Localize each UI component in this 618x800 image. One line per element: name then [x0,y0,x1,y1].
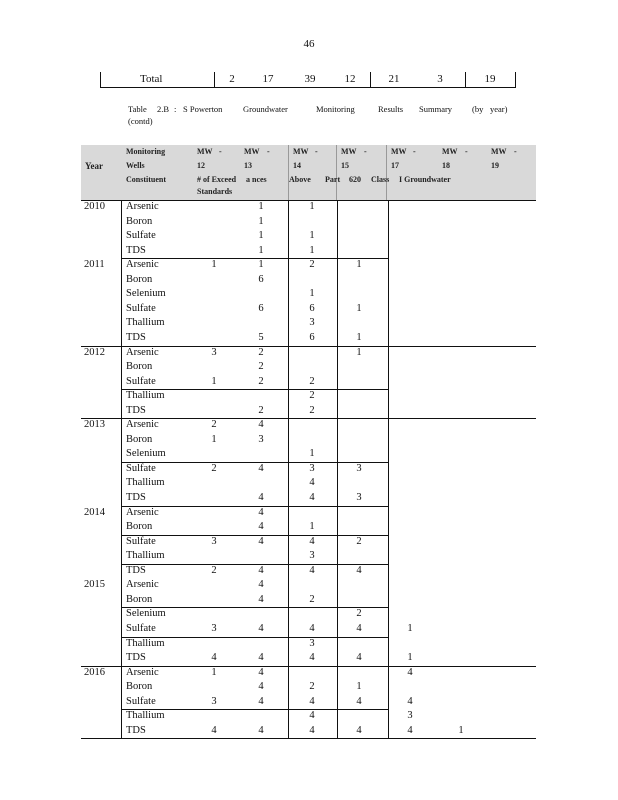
mw-number: 19 [491,161,499,170]
mw-dash: - [413,147,416,156]
count-cell: 3 [258,433,264,445]
count-cell: 2 [356,608,362,620]
count-cell: 4 [258,681,264,693]
total-row-divider [370,72,371,88]
count-cell: 1 [407,652,413,664]
count-cell: 6 [258,302,264,314]
mw-dash: - [514,147,517,156]
caption-word: (by [472,104,484,114]
count-cell: 4 [309,535,315,547]
count-cell: 4 [258,462,264,474]
caption-word: Summary [419,104,453,114]
count-cell: 4 [258,695,264,707]
count-cell: 2 [258,375,264,387]
header-divider [336,145,337,200]
count-cell: 1 [258,259,264,271]
mw-number: 14 [293,161,301,170]
count-cell: 4 [309,695,315,707]
count-cell: 3 [309,637,315,649]
count-cell: 2 [309,390,315,402]
mw-dash: - [267,147,270,156]
count-cell: 1 [211,433,217,445]
table-rule [121,607,389,608]
count-cell: 1 [356,681,362,693]
count-cell: 4 [309,724,315,736]
count-cell: 4 [258,666,264,678]
exceedances-word: Part [325,175,341,184]
table-rule [81,738,536,739]
count-cell: 3 [309,317,315,329]
count-cell: 4 [258,535,264,547]
constituent-cell: Sulfate [126,462,156,474]
constituent-cell: Selenium [126,448,166,460]
count-cell: 1 [407,622,413,634]
count-cell: 1 [309,201,315,212]
count-cell: 1 [356,346,362,358]
total-row-divider [465,72,466,88]
total-value: 12 [344,73,356,85]
constituent-cell: Boron [126,681,153,693]
count-cell: 4 [356,652,362,664]
mw-number: 17 [391,161,399,170]
table-header [81,145,536,200]
count-cell: 4 [356,695,362,707]
constituent-cell: Selenium [126,608,166,620]
mw-label: MW [341,147,357,156]
mw-label: MW [391,147,407,156]
table-rule [81,666,536,667]
constituent-cell: Boron [126,521,153,533]
year-cell: 2015 [84,579,105,591]
constituent-cell: Thallium [126,637,165,649]
constituent-cell: Sulfate [126,535,156,547]
constituent-cell: TDS [126,652,146,664]
mw-label: MW [442,147,458,156]
count-cell: 3 [356,492,362,503]
exceedances-word: 620 [349,175,361,184]
mw-dash: - [465,147,468,156]
total-row-bottom-rule [100,87,516,88]
constituent-cell: Sulfate [126,302,156,314]
exceedances-word: I Groundwater [399,175,451,184]
caption-word: Monitoring [316,104,355,114]
count-cell: 3 [211,622,217,634]
count-cell: 4 [258,564,264,576]
count-cell: 4 [356,724,362,736]
year-cell: 2011 [84,259,105,271]
table-column-rule [288,200,289,738]
count-cell: 4 [356,622,362,634]
constituent-cell: Arsenic [126,506,159,518]
header-label: Wells [126,161,145,170]
caption-word: year) [490,104,508,114]
count-cell: 4 [211,724,217,736]
count-cell: 4 [309,564,315,576]
constituent-cell: Boron [126,215,153,227]
count-cell: 4 [258,652,264,664]
constituent-cell: Arsenic [126,346,159,358]
count-cell: 2 [258,361,264,373]
total-value: 19 [484,73,496,85]
count-cell: 4 [258,419,264,431]
count-cell: 4 [407,724,413,736]
count-cell: 4 [258,492,264,503]
table-column-rule [121,200,122,738]
constituent-cell: Boron [126,361,153,373]
mw-number: 13 [244,161,252,170]
exceedances-word: Class [371,175,390,184]
count-cell: 6 [309,302,315,314]
mw-label: MW [244,147,260,156]
total-value: 17 [262,73,274,85]
table-rule [121,637,389,638]
table-rule [121,258,389,259]
year-cell: 2016 [84,666,105,678]
count-cell: 4 [258,579,264,591]
caption-word: Groundwater [243,104,288,114]
count-cell: 6 [258,273,264,285]
mw-dash: - [364,147,367,156]
count-cell: 3 [211,346,217,358]
count-cell: 1 [258,201,264,212]
total-value: 3 [437,73,443,85]
constituent-cell: Sulfate [126,622,156,634]
count-cell: 1 [258,215,264,227]
mw-dash: - [315,147,318,156]
constituent-cell: Arsenic [126,579,159,591]
mw-number: 12 [197,161,205,170]
year-cell: 2010 [84,201,105,212]
count-cell: 4 [309,710,315,722]
count-cell: 1 [309,521,315,533]
count-cell: 3 [407,710,413,722]
header-label: Monitoring [126,147,166,156]
constituent-cell: Thallium [126,390,165,402]
constituent-cell: Arsenic [126,259,159,271]
count-cell: 4 [258,622,264,634]
table-rule [81,200,536,201]
caption-word: : [174,104,177,114]
count-cell: 4 [407,695,413,707]
constituent-cell: TDS [126,331,146,343]
count-cell: 4 [309,622,315,634]
table-rule [121,709,389,710]
exceedances-word: # of Exceed [197,175,237,184]
header-divider [386,145,387,200]
table-rule [121,535,389,536]
mw-number: 18 [442,161,450,170]
constituent-cell: Sulfate [126,695,156,707]
count-cell: 1 [211,375,217,387]
constituent-cell: TDS [126,724,146,736]
table-rule [121,462,389,463]
constituent-cell: TDS [126,492,146,503]
header-label: Constituent [126,175,167,184]
total-value: 21 [388,73,400,85]
year-cell: 2012 [84,346,105,358]
count-cell: 1 [258,244,264,256]
table-column-rule [388,200,389,738]
total-value: 2 [229,73,235,85]
count-cell: 1 [309,230,315,242]
count-cell: 3 [356,462,362,474]
constituent-cell: Sulfate [126,230,156,242]
header-divider [288,145,289,200]
count-cell: 4 [309,492,315,503]
caption-contd: (contd) [128,116,153,126]
year-cell: 2013 [84,419,105,431]
count-cell: 2 [309,259,315,271]
total-row-divider [214,72,215,88]
count-cell: 2 [309,404,315,416]
count-cell: 1 [458,724,464,736]
count-cell: 1 [309,448,315,460]
caption-word: Table [128,104,147,114]
count-cell: 4 [258,506,264,518]
mw-label: MW [197,147,213,156]
count-cell: 3 [211,535,217,547]
count-cell: 2 [211,462,217,474]
mw-label: MW [293,147,309,156]
count-cell: 4 [258,724,264,736]
year-cell: 2014 [84,506,105,518]
count-cell: 5 [258,331,264,343]
count-cell: 1 [309,288,315,300]
table-column-rule [337,200,338,738]
caption-word: 2.B [157,104,170,114]
count-cell: 4 [309,477,315,489]
count-cell: 3 [309,550,315,562]
count-cell: 2 [258,404,264,416]
count-cell: 2 [211,419,217,431]
exceedances-standards: Standards [197,187,233,196]
count-cell: 4 [407,666,413,678]
table-rule [121,564,389,565]
count-cell: 4 [258,593,264,605]
count-cell: 4 [211,652,217,664]
constituent-cell: TDS [126,244,146,256]
count-cell: 2 [258,346,264,358]
count-cell: 1 [356,302,362,314]
count-cell: 4 [356,564,362,576]
count-cell: 2 [309,375,315,387]
count-cell: 3 [309,462,315,474]
constituent-cell: Thallium [126,550,165,562]
header-year: Year [85,161,103,171]
constituent-cell: TDS [126,404,146,416]
total-value: 39 [304,73,316,85]
constituent-cell: Boron [126,273,153,285]
constituent-cell: Arsenic [126,666,159,678]
constituent-cell: Boron [126,433,153,445]
count-cell: 1 [258,230,264,242]
count-cell: 3 [211,695,217,707]
exceedances-word: a nces [246,175,267,184]
count-cell: 1 [211,666,217,678]
table-rule [121,389,389,390]
count-cell: 1 [211,259,217,271]
constituent-cell: TDS [126,564,146,576]
page-number: 46 [303,38,315,50]
constituent-cell: Sulfate [126,375,156,387]
count-cell: 2 [211,564,217,576]
total-label: Total [140,73,163,85]
constituent-cell: Arsenic [126,419,159,431]
mw-number: 15 [341,161,349,170]
count-cell: 2 [356,535,362,547]
constituent-cell: Boron [126,593,153,605]
count-cell: 2 [309,681,315,693]
table-rule [121,506,389,507]
caption-word: S Powerton [183,104,223,114]
count-cell: 1 [356,259,362,271]
mw-label: MW [491,147,507,156]
count-cell: 4 [258,521,264,533]
mw-dash: - [219,147,222,156]
table-rule [81,346,536,347]
count-cell: 1 [309,244,315,256]
count-cell: 1 [356,331,362,343]
total-row [100,72,516,88]
count-cell: 6 [309,331,315,343]
total-row-border-left [100,72,101,88]
count-cell: 4 [309,652,315,664]
caption-word: Results [378,104,404,114]
constituent-cell: Thallium [126,317,165,329]
table-rule [81,418,536,419]
constituent-cell: Selenium [126,288,166,300]
count-cell: 2 [309,593,315,605]
constituent-cell: Arsenic [126,201,159,212]
constituent-cell: Thallium [126,710,165,722]
exceedances-word: Above [289,175,311,184]
total-row-border-right [515,72,516,88]
constituent-cell: Thallium [126,477,165,489]
